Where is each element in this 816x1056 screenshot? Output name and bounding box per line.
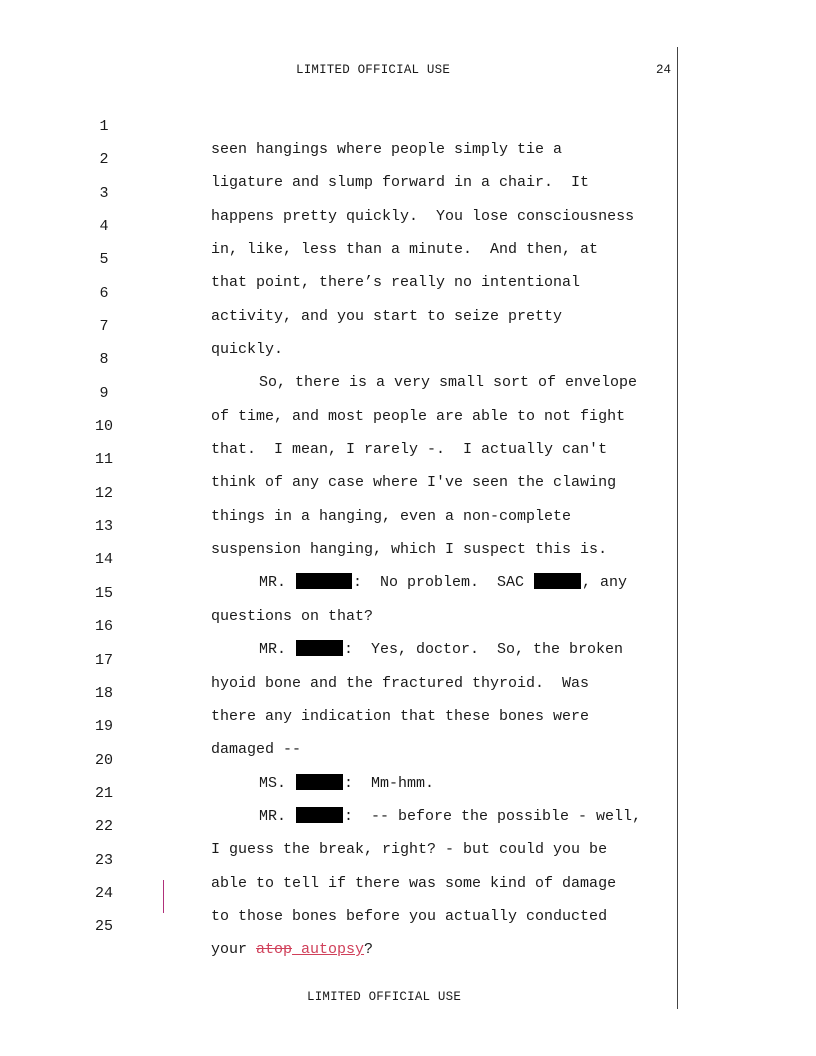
speech-text: ? — [364, 941, 374, 959]
line-text: to those bones before you actually conducted — [211, 907, 608, 925]
line-number: 25 — [94, 918, 113, 936]
line-text: think of any case where I've seen the clawing — [211, 474, 617, 492]
speaker-title: MR. — [259, 641, 296, 659]
line-number: 23 — [94, 851, 113, 869]
line-text: things in a hanging, even a non-complete — [211, 507, 572, 525]
transcript-line-15 — [0, 559, 680, 625]
line-text: damaged -- — [211, 741, 302, 759]
transcript-line-18 — [0, 659, 680, 725]
line-number: 13 — [94, 518, 113, 536]
line-number: 11 — [94, 451, 113, 469]
line-text: quickly. — [211, 341, 284, 359]
speech-text: : -- before the possible - well, — [344, 807, 642, 825]
inserted-text: autopsy — [292, 941, 365, 959]
transcript-line-23 — [0, 826, 680, 892]
line-text: able to tell if there was some kind of damage — [211, 874, 617, 892]
transcript-line-24 — [0, 859, 680, 925]
line-text: suspension hanging, which I suspect this is. — [211, 541, 608, 559]
line-text: that point, there’s really no intentional — [211, 274, 581, 292]
line-number: 21 — [94, 784, 113, 802]
speaker-title: MS. — [259, 774, 296, 792]
line-text: So, there is a very small sort of envelope — [259, 374, 638, 392]
line-number: 15 — [94, 584, 113, 602]
line-text: that. I mean, I rarely -. I actually can't — [211, 441, 608, 459]
line-number: 1 — [99, 118, 109, 135]
line-number: 3 — [99, 184, 109, 202]
line-number: 6 — [99, 284, 109, 302]
transcript-line-13 — [0, 492, 680, 559]
transcript-line-17 — [0, 626, 680, 692]
transcript-line-7 — [0, 292, 680, 359]
transcript-line-14 — [0, 525, 680, 592]
line-text: happens pretty quickly. You lose consciousness — [211, 207, 635, 225]
transcript-line-19 — [0, 692, 680, 759]
transcript-line-25 — [0, 892, 680, 959]
speaker-title: MR. — [259, 574, 296, 592]
line-number: 17 — [94, 651, 113, 669]
transcript-line-10 — [0, 392, 680, 459]
transcript-line-16 — [0, 592, 680, 659]
speech-text: : No problem. SAC — [353, 574, 534, 592]
line-text: I guess the break, right? - but could you be — [211, 841, 608, 859]
line-number: 18 — [94, 684, 113, 702]
line-number: 9 — [99, 384, 109, 402]
page-footer: LIMITED OFFICIAL USE — [307, 990, 462, 1004]
line-number: 16 — [94, 618, 113, 636]
line-text: hyoid bone and the fractured thyroid. Was — [211, 674, 590, 692]
line-number: 20 — [94, 751, 113, 769]
transcript-line-3 — [0, 159, 680, 225]
line-number: 19 — [94, 718, 113, 736]
line-text: there any indication that these bones were — [211, 707, 590, 725]
line-text: in, like, less than a minute. And then, at — [211, 241, 599, 259]
line-number: 8 — [99, 351, 109, 369]
page-number: 24 — [656, 63, 672, 77]
transcript-line-5 — [0, 225, 680, 292]
speech-text: : Mm-hmm. — [344, 774, 435, 792]
line-number: 22 — [94, 818, 113, 836]
line-number: 24 — [94, 884, 113, 902]
line-number: 2 — [99, 151, 109, 169]
deleted-text: atop — [256, 941, 293, 959]
line-number: 14 — [94, 551, 113, 569]
transcript-line-12 — [0, 459, 680, 525]
transcript-line-2 — [0, 125, 680, 192]
line-number: 7 — [99, 318, 109, 336]
line-text — [211, 938, 373, 961]
speech-text: , any — [582, 574, 628, 592]
line-text: seen hangings where people simply tie a — [211, 141, 563, 158]
speech-text: : Yes, doctor. So, the broken — [344, 641, 624, 659]
line-text: of time, and most people are able to not fight — [211, 407, 626, 425]
line-number: 10 — [94, 418, 113, 436]
transcript-line-9 — [0, 359, 680, 425]
transcript-line-20 — [0, 726, 680, 792]
transcript-line-21 — [0, 759, 680, 825]
transcript-body — [0, 92, 680, 959]
line-number: 12 — [94, 484, 113, 502]
transcript-line-1 — [0, 92, 680, 158]
transcript-line-8 — [0, 325, 680, 392]
transcript-line-22 — [0, 792, 680, 859]
line-text: activity, and you start to seize pretty — [211, 307, 563, 325]
transcript-line-6 — [0, 259, 680, 325]
speech-text: your — [211, 941, 257, 959]
line-number: 5 — [99, 251, 109, 269]
transcript-line-11 — [0, 425, 680, 492]
speaker-title: MR. — [259, 807, 296, 825]
transcript-line-4 — [0, 192, 680, 259]
page-header: LIMITED OFFICIAL USE — [296, 63, 451, 77]
line-number: 4 — [99, 218, 109, 236]
line-text: ligature and slump forward in a chair. It — [211, 174, 590, 192]
line-text: questions on that? — [211, 607, 374, 625]
